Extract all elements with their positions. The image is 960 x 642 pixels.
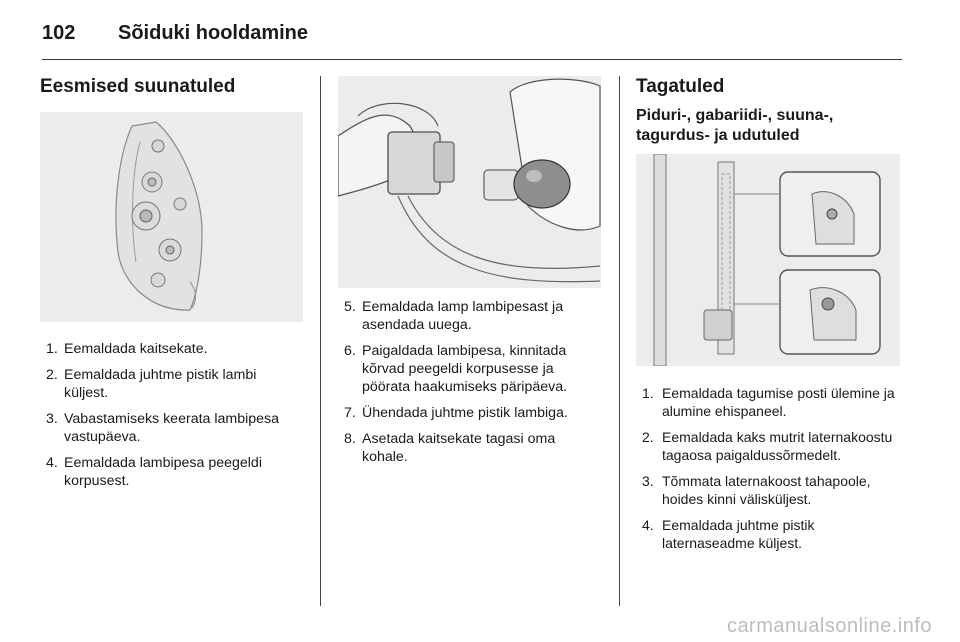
header-rule [42,59,902,60]
column-front-indicators [40,76,304,498]
rear-lamp-drawing [636,154,900,366]
column-divider [320,76,321,606]
watermark: carmanualsonline.info [726,615,932,637]
section-subheading: Piduri-, gabariidi-, suuna-, tagurdus- ja udutuled [636,107,834,144]
section-heading: Tagatuled [636,76,725,97]
section-heading: Eesmised suunatuled [40,76,236,97]
column-bulb-replacement [338,76,602,474]
page-number: 102 [42,22,76,44]
list-item: 6. Paigaldada lambipesa, kinnitada kõrvad peegeldi korpusesse ja pöörata haakumiseks päripäeva. [344,343,568,395]
rear-lamp-illustration [636,154,900,366]
page-header [42,18,902,58]
column-divider [619,76,620,606]
list-item: 7. Ühendada juhtme pistik lambiga. [344,405,568,421]
list-item: 1. Eemaldada kaitsekate. [46,341,208,357]
headlamp-illustration [40,112,303,322]
list-item: 5. Eemaldada lamp lambipesast ja asendada uuega. [344,299,564,333]
steps-list [636,384,902,552]
list-item: 4. Eemaldada lambipesa peegeldi korpusest. [46,455,262,489]
steps-list [40,340,304,490]
list-item: 1. Eemaldada tagumise posti ülemine ja alumine ehispaneel. [642,385,895,419]
bulb-drawing [338,76,601,288]
column-rear-lights [636,76,902,560]
bulb-illustration [338,76,601,288]
list-item: 8. Asetada kaitsekate tagasi oma kohale. [344,431,556,465]
list-item: 4. Eemaldada juhtme pistik laternaseadme küljest. [642,517,815,551]
headlamp-drawing [40,112,303,322]
page-title: Sõiduki hooldamine [118,22,309,44]
list-item: 3. Vabastamiseks keerata lambipesa vastupäeva. [46,411,280,445]
steps-list [338,298,602,466]
list-item: 3. Tõmmata laternakoost tahapoole, hoides kinni välisküljest. [642,473,871,507]
list-item: 2. Eemaldada juhtme pistik lambi küljest. [46,367,257,401]
list-item: 2. Eemaldada kaks mutrit laternakoostu tagaosa paigaldussõrmedelt. [642,429,893,463]
